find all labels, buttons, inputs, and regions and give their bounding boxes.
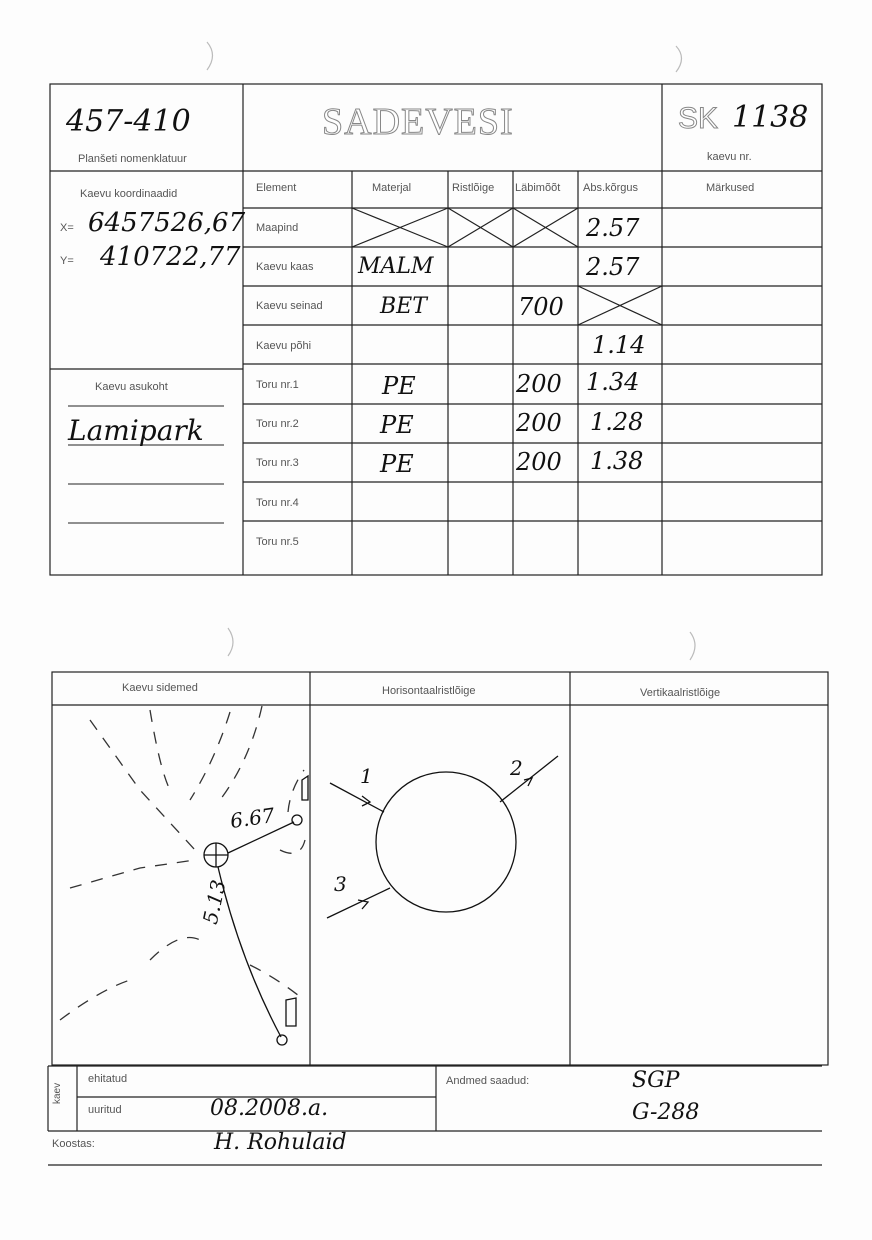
col-crosssection: Ristlõige [452,182,495,194]
row-label: Toru nr.3 [256,457,299,469]
row-label: Toru nr.5 [256,536,299,548]
row-label: Toru nr.1 [256,379,299,391]
built-label: ehitatud [88,1073,128,1085]
location-value: Lamipark [68,414,204,447]
material-cell: PE [380,411,414,439]
vertical-section-header: Vertikaalristlõige [640,687,721,699]
material-cell: MALM [358,254,434,279]
col-height: Abs.kõrgus [583,182,639,194]
compiler-signature: H. Rohulaid [214,1130,347,1155]
form-title: SADEVESI [322,101,514,143]
height-cell: 1.28 [590,408,644,436]
y-coordinate: 410722,77 [100,242,241,272]
col-diameter: Läbimõõt [515,182,561,194]
pipe-label: 3 [334,872,347,896]
x-coordinate: 6457526,67 [88,208,246,238]
dimension-label: 6.67 [228,803,276,833]
compiled-label: Koostas: [52,1138,95,1150]
row-label: Kaevu põhi [256,340,312,352]
material-cell: PE [380,450,414,478]
col-element: Element [256,182,297,194]
surveyed-label: uuritud [88,1104,122,1116]
well-number-label: kaevu nr. [707,151,752,163]
horizontal-section-header: Horisontaalristlõige [382,685,476,697]
diameter-cell: 700 [518,293,564,321]
well-number: 1138 [732,100,809,135]
nomenclature-label: Planšeti nomenklatuur [78,153,187,165]
height-cell: 1.38 [590,447,644,475]
surveyed-date: 08.2008.a. [210,1096,329,1121]
diameter-cell: 200 [516,409,562,437]
dimension-label: 5.13 [197,877,231,927]
connections-header: Kaevu sidemed [122,682,198,694]
col-notes: Märkused [706,182,755,194]
pipe-label: 2 [510,756,523,780]
height-cell: 1.14 [592,331,646,359]
row-label: Toru nr.2 [256,418,299,430]
row-label: Kaevu kaas [256,261,314,273]
x-prefix: X= [60,222,74,234]
data-received-value: G-288 [632,1100,700,1125]
col-material: Materjal [372,182,412,194]
side-label: kaev [52,1082,63,1104]
row-label: Toru nr.4 [256,497,299,509]
location-label: Kaevu asukoht [95,381,168,393]
height-cell: 2.57 [586,253,640,281]
diameter-cell: 200 [516,370,562,398]
height-cell: 1.34 [586,368,640,396]
nomenclature-value: 457-410 [66,104,191,139]
data-received-label: Andmed saadud: [446,1075,530,1087]
material-cell: BET [380,294,427,319]
data-received-value: SGP [632,1068,680,1093]
pipe-label: 1 [360,764,373,788]
diameter-cell: 200 [516,448,562,476]
height-cell: 2.57 [586,214,640,242]
material-cell: PE [382,372,416,400]
y-prefix: Y= [60,255,74,267]
well-prefix: SK [678,102,719,135]
row-label: Kaevu seinad [256,300,323,312]
row-label: Maapind [256,222,299,234]
coords-label: Kaevu koordinaadid [80,188,178,200]
